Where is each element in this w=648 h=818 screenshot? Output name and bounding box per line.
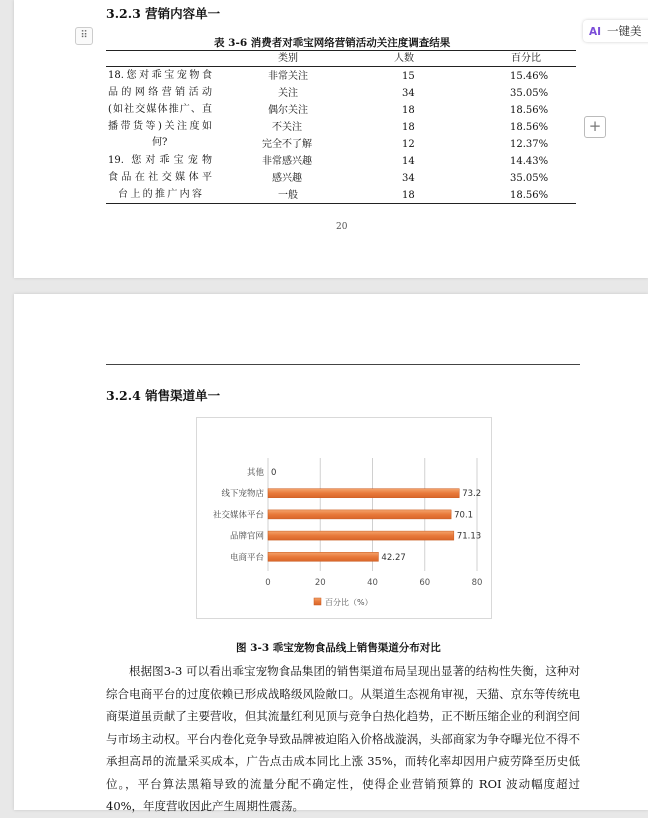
bar-4 <box>268 552 378 561</box>
row-1-category: 非常关注 <box>268 71 308 82</box>
bar-2 <box>268 510 451 519</box>
table-bottom-rule <box>106 203 576 204</box>
row-7-category: 感兴趣 <box>272 173 302 184</box>
channel-bar-chart <box>196 417 492 619</box>
value-label-1: 73.2 <box>462 489 482 500</box>
ai-beautify-label: 一键美 <box>607 24 642 38</box>
row-1-percent: 15.46% <box>510 71 549 82</box>
row-2-category: 关注 <box>278 88 298 99</box>
row-4-count: 18 <box>402 122 415 133</box>
row-2-percent: 35.05% <box>510 88 549 99</box>
chart-canvas <box>197 418 491 618</box>
ai-icon: AI <box>589 26 602 38</box>
value-label-4: 42.27 <box>381 552 406 563</box>
question-18-line-3: (如社交媒体推广、直 <box>108 104 212 115</box>
legend-swatch <box>314 598 321 605</box>
question-19-line-3: 台上的推广内容 <box>118 189 202 200</box>
add-block-button[interactable]: + <box>584 116 606 138</box>
bar-1 <box>268 489 459 498</box>
row-5-percent: 12.37% <box>510 139 549 150</box>
question-19-line-1: 19. 您对乖宝宠物 <box>108 155 212 166</box>
row-5-count: 12 <box>402 139 415 150</box>
row-7-percent: 35.05% <box>510 173 549 184</box>
drag-handle-icon[interactable]: ⠿ <box>75 27 93 45</box>
x-tick-label-80: 80 <box>471 578 483 588</box>
row-3-category: 偶尔关注 <box>268 105 308 116</box>
category-label-4: 电商平台 <box>229 552 264 563</box>
x-tick-label-60: 60 <box>419 578 431 588</box>
value-label-2: 70.1 <box>454 510 474 521</box>
x-tick-label-20: 20 <box>314 578 326 588</box>
table-title: 表 3-6 消费者对乖宝网络营销活动关注度调查结果 <box>214 37 451 49</box>
category-label-0: 其他 <box>246 468 264 478</box>
row-6-percent: 14.43% <box>510 156 549 167</box>
row-5-category: 完全不了解 <box>262 139 312 150</box>
row-6-count: 14 <box>402 156 415 167</box>
row-2-count: 34 <box>402 88 415 99</box>
question-18-line-2: 品的网络营销活动 <box>108 87 212 98</box>
row-6-category: 非常感兴趣 <box>262 156 312 167</box>
col-header-count: 人数 <box>394 53 414 64</box>
figure-caption: 图 3-3 乖宝宠物食品线上销售渠道分布对比 <box>236 642 441 654</box>
question-19-line-2: 食品在社交媒体平 <box>108 172 212 183</box>
question-18-line-4: 播带货等)关注度如 <box>108 121 212 132</box>
row-1-count: 15 <box>402 71 415 82</box>
col-header-percent: 百分比 <box>511 53 541 64</box>
category-label-1: 线下宠物店 <box>221 489 264 500</box>
ai-beautify-button[interactable] <box>583 20 648 42</box>
value-label-3: 71.13 <box>456 531 482 542</box>
table-top-rule <box>106 50 576 51</box>
row-8-category: 一般 <box>278 190 298 201</box>
col-header-category: 类别 <box>278 53 298 64</box>
x-tick-label-0: 0 <box>265 578 271 588</box>
legend-label: 百分比（%） <box>325 598 373 607</box>
row-4-percent: 18.56% <box>510 122 549 133</box>
row-7-count: 34 <box>402 173 415 184</box>
row-8-count: 18 <box>402 190 415 201</box>
category-label-3: 品牌官网 <box>229 531 264 542</box>
value-label-0: 0 <box>271 468 277 478</box>
section-heading-3-2-3: 3.2.3 营销内容单一 <box>106 6 221 21</box>
row-4-category: 不关注 <box>272 122 302 133</box>
row-3-percent: 18.56% <box>510 105 549 116</box>
section-heading-3-2-4: 3.2.4 销售渠道单一 <box>106 388 221 403</box>
row-8-percent: 18.56% <box>510 190 549 201</box>
row-3-count: 18 <box>402 105 415 116</box>
category-label-2: 社交媒体平台 <box>212 510 264 521</box>
question-18-line-1: 18.您对乖宝宠物食 <box>108 70 212 81</box>
x-tick-label-40: 40 <box>367 578 378 588</box>
bar-3 <box>268 531 454 540</box>
page-header-rule <box>106 364 580 365</box>
page-number: 20 <box>336 222 348 232</box>
body-paragraph: 根据图3-3 可以看出乖宝宠物食品集团的销售渠道布局呈现出显著的结构性失衡，这种对综合电商平台的过度依赖已形成战略级风险敞口。从渠道生态视角审视，天猫、京东等传统电商渠道虽贡献了主要营收，但其流量红利见顶与竞争白热化趋势，正不断压缩企业的利润空间与市场主动权。平台内卷化竞争导致品牌被迫陷入价格战漩涡，头部商家为争夺曝光位不得不承担高昂的流量采买成本，广告点击成本同比上涨 35%，而转化率却因用户疲劳降至历史低位。，平台算法黑箱导致的流量分配不确定性，使得企业营销预算的 ROI 波动幅度超过 40%，年度营收因此产生周期性震荡。 <box>106 664 580 813</box>
question-18-line-5: 何? <box>152 137 168 148</box>
